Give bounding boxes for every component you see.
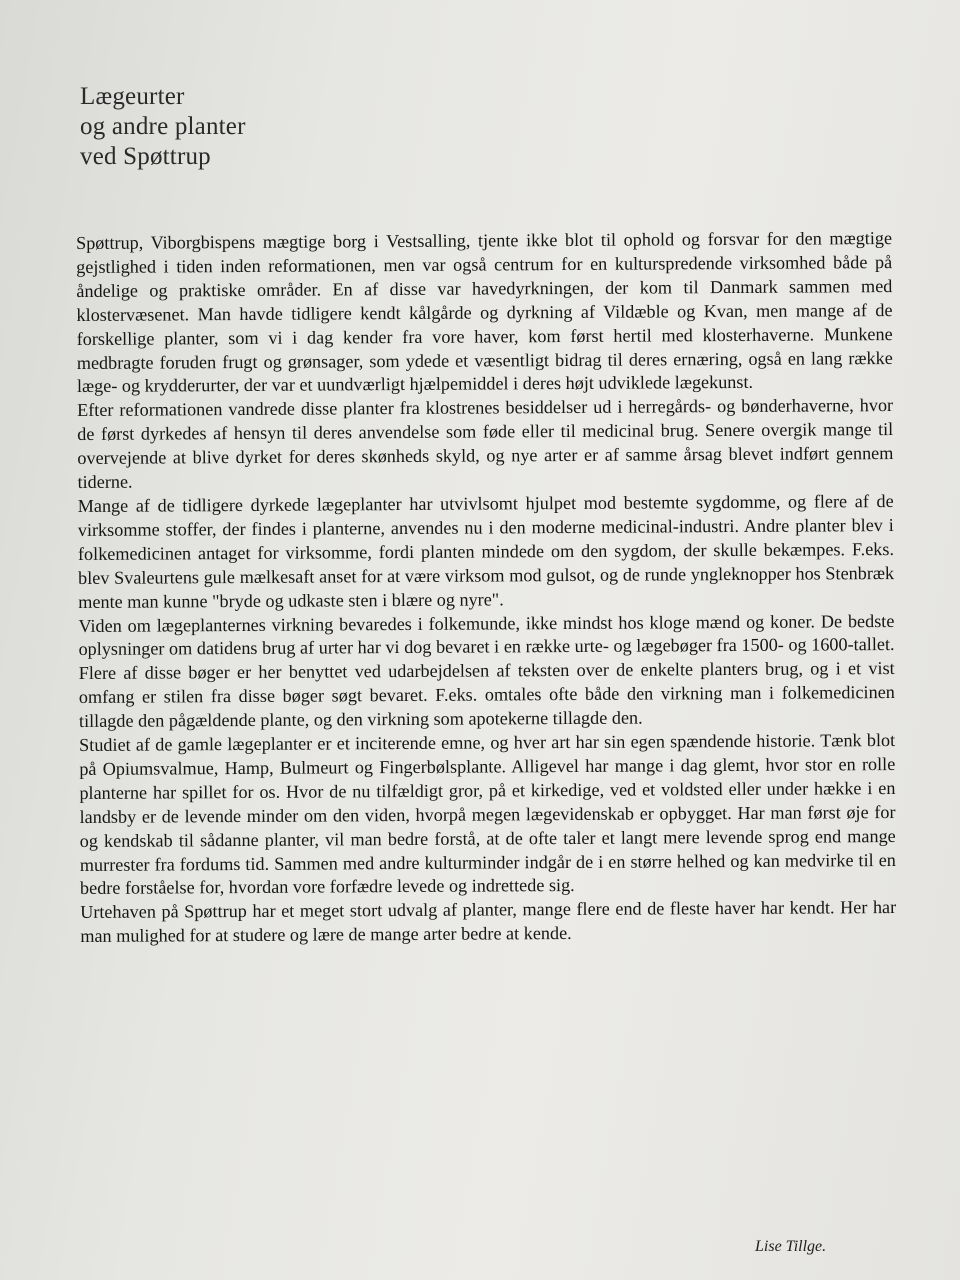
title-line-1: Lægeurter	[80, 83, 185, 110]
body-text	[76, 227, 896, 949]
paragraph-5: Studiet af de gamle lægeplanter er et inciterende emne, og hver art har sin egen spændende historie. Tænk blot på Opiumsvalmue, Hamp, Bulmeurt og Fingerbølsplante. Alligevel har mange i dag glemt, hvor stor en rolle planterne har spillet for os. Hvor de nu tilfældigt gror, på et kirkedige, ved et voldsted eller under hække i en landsby er de levende minder om den viden, hvorpå megen lægevidenskab er opbygget. Har man først øje for og kendskab til sådanne planter, vil man bedre forstå, at de ofte taler et langt mere levende sprog end mange murrester fra fordums tid. Sammen med andre kulturminder indgår de i en større helhed og kan medvirke til en bedre forståelse for, hvordan vore forfædre levede og indrettede sig.	[79, 730, 896, 899]
paragraph-3: Mange af de tidligere dyrkede lægeplanter har utvivlsomt hjulpet mod bestemte sygdomme, og flere af de virksomme stoffer, der findes i planterne, anvendes nu i den moderne medicinal-industri. Andre planter blev i folkemedicinen antaget for virksomme, fordi planten mindede om den sygdom, der skulle bekæmpes. F.eks. blev Svaleurtens gule mælkesaft anset for at være virksom mod gulsot, og de runde yngleknopper hos Stenbræk mente man kunne "bryde og udkaste sten i blære og nyre".	[77, 490, 895, 612]
paragraph-4: Viden om lægeplanternes virkning bevaredes i folkemunde, ikke mindst hos kloge mænd og koner. De bedste oplysninger om datidens brug af urter har vi dog bevaret i en række urte- og lægebøger fra 1500- og 1600-tallet. Flere af disse bøger er her benyttet ved udarbejdelsen af teksten over de enkelte planters brug, og i et vist omfang er stilen fra disse bøger søgt bevaret. F.eks. omtales ofte både den virkning man i folkemedicinen tillagde den pågældende plante, og den virkning som apotekerne tillagde den.	[78, 610, 895, 732]
title-line-2: og andre planter	[80, 113, 246, 140]
paragraph-6: Urtehaven på Spøttrup har et meget stort udvalg af planter, mange flere end de fleste haver har kendt. Her har man mulighed for at studere og lære de mange arter bedre at kende.	[80, 897, 897, 947]
paragraph-2: Efter reformationen vandrede disse planter fra klostrenes besiddelser ud i herregårds- og bønderhaverne, hvor de først dyrkedes af hensyn til deres anvendelse som føde eller til medicinal brug. Senere overgik mange til overvejende at blive dyrket for deres skønheds skyld, og nye arter er af samme årsag blevet indført gennem tiderne.	[77, 395, 894, 493]
author-signature: Lise Tillge.	[755, 1238, 827, 1255]
paragraph-1: Spøttrup, Viborgbispens mægtige borg i Vestsalling, tjente ikke blot til ophold og forsvar for den mægtige gejstlighed i tiden inden reformationen, men var også centrum for en kulturspredende virksomhed både på åndelige og praktiske områder. En af disse var havedyrkningen, der kom til Danmark sammen med klostervæsenet. Man havde tidligere kendt kålgårde og dyrkning af Vildæble og Kvan, men mange af de forskellige planter, som vi i dag kender fra vore haver, kom først hertil med klosterhaverne. Munkene medbragte foruden frugt og grønsager, som ydede et væsentligt bidrag til deres ernæring, også en lang række læge- og krydderurter, der var et uundværligt hjælpemiddel i deres højt udviklede lægekunst.	[76, 228, 893, 397]
page-title	[80, 82, 480, 172]
title-line-3: ved Spøttrup	[80, 143, 211, 170]
